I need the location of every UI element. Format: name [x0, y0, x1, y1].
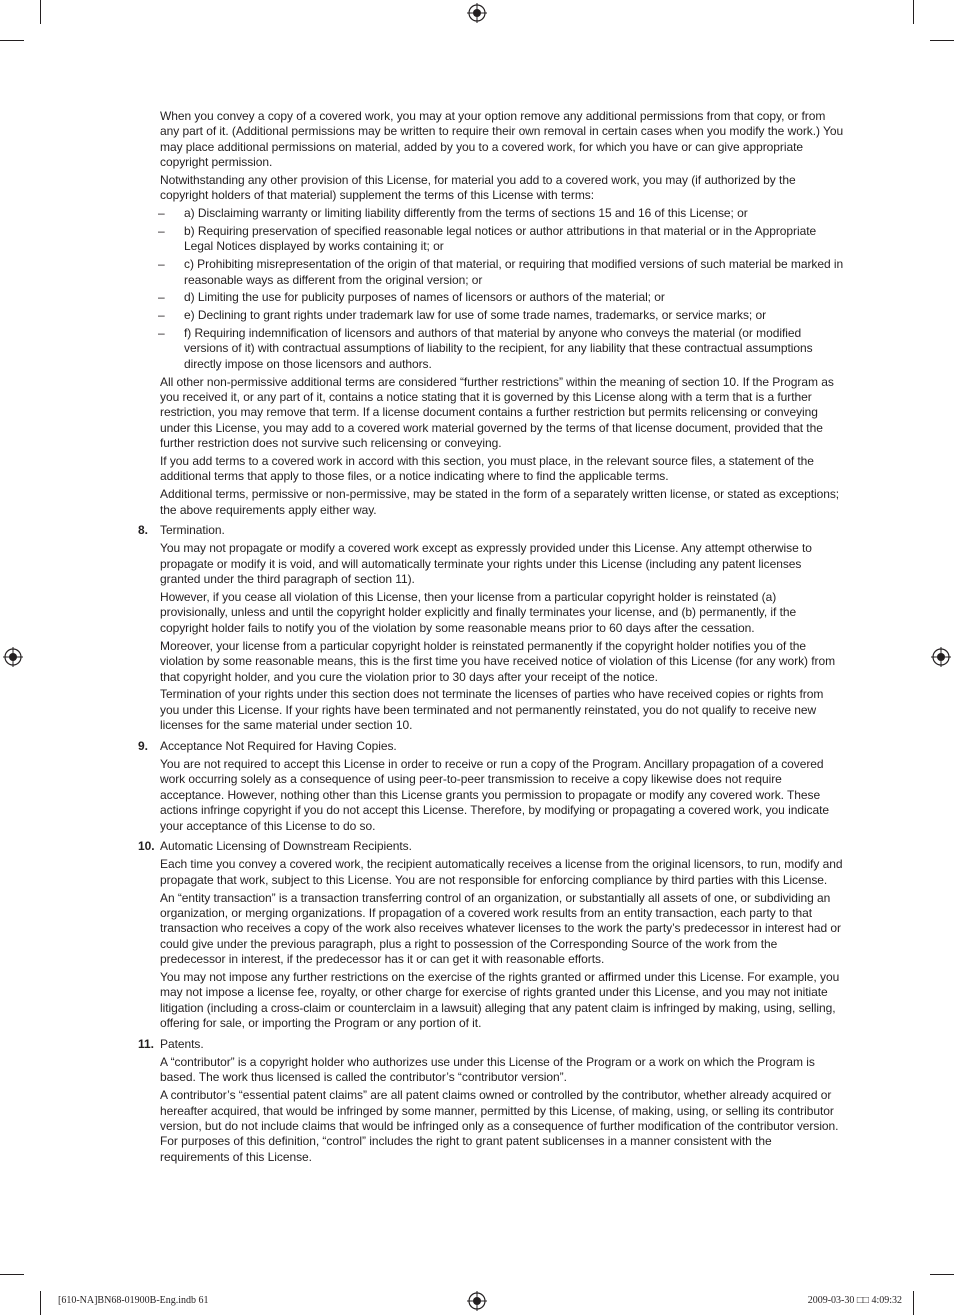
crop-mark: [40, 0, 41, 24]
registration-crosshair-icon: [467, 3, 487, 23]
dash-list-item: [160, 224, 844, 255]
dash-item-text: c) Prohibiting misrepresentation of the origin of that material, or requiring that modified versions of such material be marked in reasonable ways as different from the original version; or: [184, 257, 844, 287]
crop-mark: [913, 0, 914, 24]
section-number: 10.: [138, 838, 155, 853]
paragraph: Notwithstanding any other provision of this License, for material you add to a covered work, you may (if authorized by the copyright holders of that material) supplement the terms of this License with terms:: [160, 173, 796, 203]
paragraph: However, if you cease all violation of this License, then your license from a particular copyright holder is reinstated (a) provisionally, unless and until the copyright holder explicitly and finally terminates your license, and (b) permanently, if the copyright holder fails to notify you of the violation by some reasonable means prior to 60 days after the cessation.: [160, 590, 797, 635]
section-heading-patents: [138, 1036, 844, 1052]
crop-mark: [0, 40, 24, 41]
paragraph: You may not propagate or modify a covered work except as expressly provided under this License. Any attempt otherwise to propagate or modify it is void, and will automatically terminate your rights under this License (including any patent licenses granted under the third paragraph of section 11).: [160, 541, 812, 587]
paragraph: Moreover, your license from a particular copyright holder is reinstated permanently if the copyright holder notifies you of the violation by some reasonable means, this is the first time you have received notice of violation of this License (for any work) from that copyright holder, and you cure the violation prior to 30 days after your receipt of the notice.: [160, 638, 836, 684]
paragraph: A contributor’s “essential patent claims” are all patent claims owned or controlled by the contributor, whether already acquired or hereafter acquired, that would be infringed by some manner, permitted by this License, of making, using, or selling its contributor version, but do not include claims that would be infringed only as a consequence of further modification of the contributor version. For purposes of this definition, “control” includes the right to grant patent sublicenses in a manner consistent with the requirements of this License.: [160, 1088, 839, 1164]
dash-item-text: d) Limiting the use for publicity purposes of names of licensors or authors of the material; or: [184, 290, 665, 305]
section-title: Automatic Licensing of Downstream Recipients.: [160, 838, 412, 853]
section-title: Patents.: [160, 1036, 204, 1051]
paragraph: Termination of your rights under this section does not terminate the licenses of parties who have received copies or rights from you under this License. If your rights have been terminated and not permanently reinstated, you do not qualify to receive new licenses for the same material under section 10.: [160, 687, 824, 733]
section-number: 8.: [138, 523, 148, 538]
paragraph: An “entity transaction” is a transaction transferring control of an organization, or substantially all assets of one, or subdividing an organization, or merging organizations. If propagation of a covered work results from an entity transaction, each party to that transaction who receives a copy of the work also receives whatever licenses to the work the party’s predecessor in interest had or could give under the previous paragraph, plus a right to possession of the Corresponding Source of the work from the predecessor in interest, if the predecessor has it or can get it with reasonable efforts.: [160, 890, 841, 967]
dash-item-text: b) Requiring preservation of specified reasonable legal notices or author attributions in that material or in the Appropriate Legal Notices displayed by works containing it; or: [184, 224, 817, 254]
dash-item-text: a) Disclaiming warranty or limiting liability differently from the terms of sections 15 and 16 of this License; or: [184, 206, 748, 221]
section-heading-acceptance: [138, 738, 844, 754]
dash-mark: –: [158, 224, 165, 239]
section-heading-termination: [138, 523, 844, 538]
dash-mark: –: [158, 326, 165, 341]
paragraph: A “contributor” is a copyright holder who authorizes use under this License of the Program or a work on which the Program is based. The work thus licensed is called the contributor’s “contributor version”.: [160, 1055, 815, 1085]
crop-mark: [0, 1274, 24, 1275]
crop-mark: [930, 1274, 954, 1275]
registration-crosshair-icon: [467, 1291, 487, 1311]
paragraph: If you add terms to a covered work in accord with this section, you must place, in the relevant source files, a statement of the additional terms that apply to those files, or a notice indicating where to find the applicable terms.: [160, 454, 814, 484]
paragraph: All other non-permissive additional terms are considered “further restrictions” within the meaning of section 10. If the Program as you received it, or any part of it, contains a notice stating that it is governed by this License along with a term that is a further restriction, you may remove that term. If a license document contains a further restriction but permits relicensing or conveying under this License, you may add to a covered work material governed by the terms of that license document, provided that the further restriction does not survive such relicensing or conveying.: [160, 374, 834, 451]
dash-item-text: e) Declining to grant rights under trademark law for use of some trade names, trademarks, or service marks; or: [184, 308, 767, 323]
dash-list-item: [160, 206, 844, 221]
crop-mark: [913, 1291, 914, 1315]
dash-mark: –: [158, 206, 165, 221]
paragraph: Additional terms, permissive or non-permissive, may be stated in the form of a separately written license, or stated as exceptions; the above requirements apply either way.: [160, 487, 840, 517]
section-title: Acceptance Not Required for Having Copies.: [160, 738, 397, 753]
dash-mark: –: [158, 308, 165, 323]
dash-list-item: [160, 326, 844, 372]
dash-list-item: [160, 290, 844, 305]
dash-mark: –: [158, 257, 165, 272]
footer-filename: [610-NA]BN68-01900B-Eng.indb 61: [58, 1295, 209, 1306]
dash-list-item: [160, 257, 844, 288]
section-title: Termination.: [160, 523, 225, 538]
footer-timestamp: 2009-03-30 □□ 4:09:32: [807, 1295, 902, 1306]
dash-item-text: f) Requiring indemnification of licensors and authors of that material by anyone who conveys the material (or modified versions of it) with contractual assumptions of liability to the recipient, for any liability that these contractual assumptions directly impose on those licensors and authors.: [184, 326, 813, 371]
section-number: 9.: [138, 738, 148, 753]
section-heading-downstream-licensing: [138, 838, 844, 854]
dash-list-item: [160, 308, 844, 323]
registration-crosshair-icon: [3, 647, 23, 667]
paragraph: You are not required to accept this License in order to receive or run a copy of the Program. Ancillary propagation of a covered work occurring solely as a consequence of using peer-to-peer transmission to receive a copy likewise does not require acceptance. However, nothing other than this License grants you permission to propagate or modify any covered work. These actions infringe copyright if you do not accept this License. Therefore, by modifying or propagating a covered work, you indicate your acceptance of this License to do so.: [160, 756, 830, 833]
dash-mark: –: [158, 290, 165, 305]
crop-mark: [930, 40, 954, 41]
paragraph: You may not impose any further restrictions on the exercise of the rights granted or affirmed under this License. For example, you may not impose a license fee, royalty, or other charge for exercise of rights granted under this License, and you may not initiate litigation (including a cross-claim or counterclaim in a lawsuit) alleging that any patent claim is infringed by making, using, selling, offering for sale, or importing the Program or any portion of it.: [160, 969, 840, 1031]
paragraph: When you convey a copy of a covered work, you may at your option remove any additional permissions from that copy, or from any part of it. (Additional permissions may be written to require their own removal in certain cases when you modify the work.) You may place additional permissions on material, added by you to a covered work, for which you have or can give appropriate copyright permission.: [160, 109, 844, 170]
section-number: 11.: [138, 1036, 154, 1051]
paragraph: Each time you convey a covered work, the recipient automatically receives a license from the original licensors, to run, modify and propagate that work, subject to this License. You are not responsible for enforcing compliance by third parties with this License.: [160, 857, 843, 887]
license-text-body: [138, 109, 844, 1168]
crop-mark: [40, 1291, 41, 1315]
registration-crosshair-icon: [931, 647, 951, 667]
